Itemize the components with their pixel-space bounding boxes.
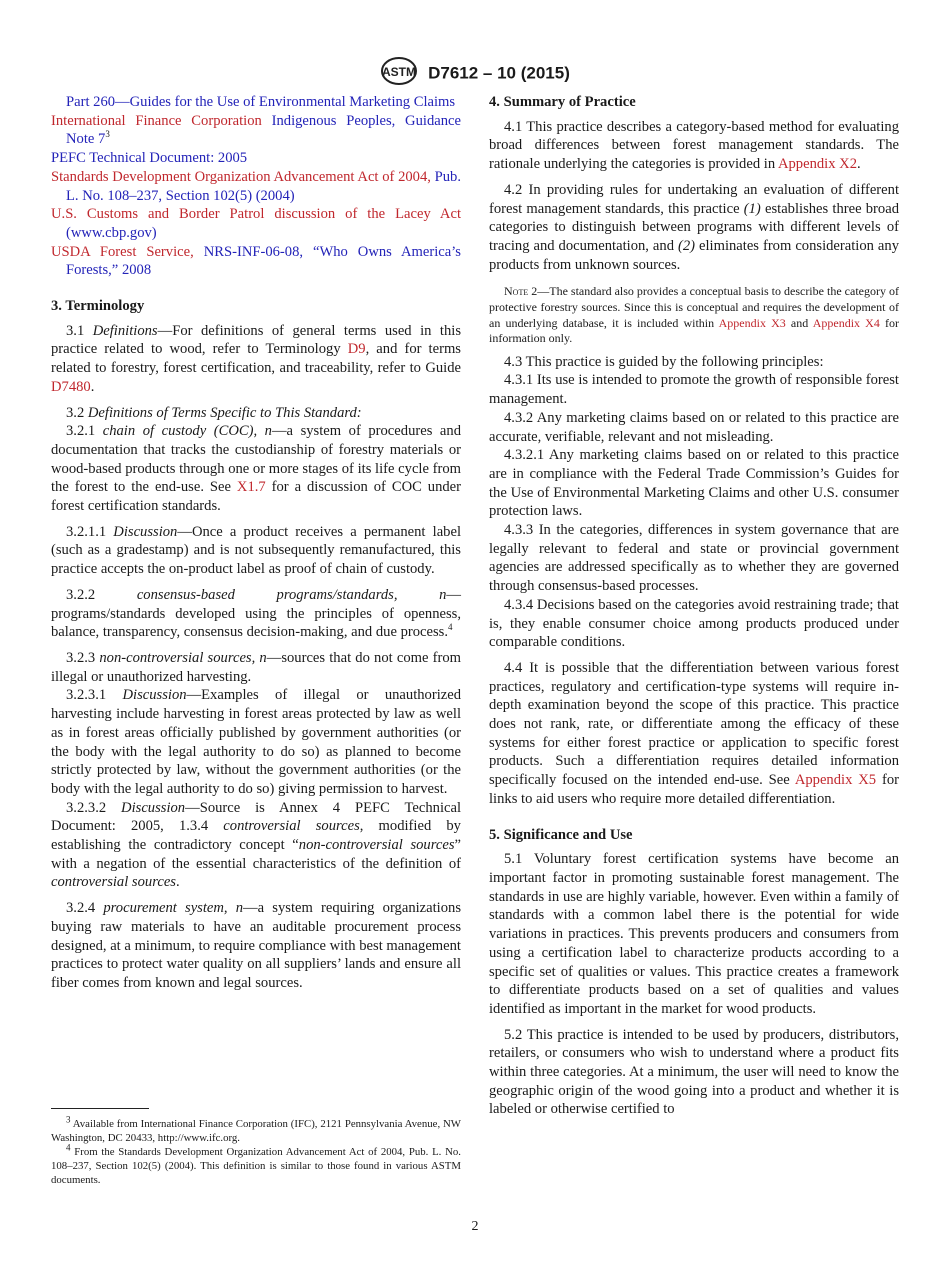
text-segment: 3.2.3 — [66, 649, 100, 666]
footnote — [51, 1142, 461, 1187]
text-segment: 3.2 — [66, 404, 88, 421]
text-segment: 4.3.3 In the categories, differences in system governance that are legally relevant to federal and state or provincial government agencies are addressed specifically as to whether they are governed through consensus-based processes. — [489, 522, 899, 595]
text-segment: consensus-based programs/standards, n — [136, 586, 447, 603]
footnote-marker: 4 — [66, 1142, 71, 1153]
text-segment: From the Standards Development Organization Advancement Act of 2004, Pub. L. No. 108–237, Section 102(5) (2004). This definition is similar to those found in various ASTM documents. — [51, 1146, 461, 1186]
reference-link[interactable]: U.S. Customs and Border Patrol discussion of the Lacey Act — [51, 206, 461, 223]
text-segment: 4.1 This practice describes a category-based method for evaluating broad differences between forest management standards. The rationale underlying the categories is provided in — [489, 118, 899, 173]
paragraph — [489, 181, 899, 275]
text-segment: 3.1 — [66, 322, 93, 339]
paragraph — [489, 850, 899, 1018]
page-number: 2 — [471, 1219, 479, 1234]
text-segment: 4.3 This practice is guided by the following principles: — [504, 353, 824, 370]
section-heading — [489, 93, 899, 112]
text-segment: controversial sources — [51, 874, 176, 891]
reference-link[interactable]: Appendix X2 — [777, 156, 857, 173]
paragraph — [489, 353, 899, 372]
text-segment: 3.2.4 — [66, 900, 104, 917]
text-segment: 4.3.4 Decisions based on the categories avoid restraining trade; that is, they enable consumer choice among products produced under comparable conditions. — [489, 596, 899, 651]
text-segment: 3.2.1 — [66, 423, 103, 440]
reference-link[interactable]: International Finance Corporation — [51, 112, 272, 129]
paragraph — [489, 371, 899, 408]
paragraph — [489, 521, 899, 596]
reference-link[interactable]: NRS-INF-06-08, “Who Owns America’s Forests,” 2008 — [66, 243, 461, 279]
astm-logo-icon — [380, 56, 418, 91]
reference-link[interactable]: Standards Development Organization Advancement Act of 2004, — [51, 168, 435, 185]
paragraph — [51, 686, 461, 798]
text-segment: . — [175, 874, 180, 891]
reference-link[interactable]: Part 260—Guides for the Use of Environmental Marketing Claims — [66, 94, 456, 110]
text-segment: (1) — [743, 200, 761, 217]
text-segment: 3. Terminology — [51, 298, 145, 315]
text-segment: Discussion — [121, 799, 186, 816]
text-segment: 4. Summary of Practice — [489, 94, 636, 110]
text-segment: for a discussion of COC under forest certification standards. — [51, 479, 461, 515]
text-segment: controversial sources — [223, 818, 360, 835]
reference-link[interactable]: Indigenous Peoples, Guidance Note 7 — [66, 112, 461, 148]
text-segment: 5. Significance and Use — [489, 826, 633, 843]
paragraph — [51, 322, 461, 397]
reference-link[interactable]: Appendix X5 — [794, 772, 877, 789]
paragraph — [51, 523, 461, 579]
reference-item — [51, 243, 461, 280]
text-segment: —Examples of illegal or unauthorized harvesting include harvesting in forest areas protected by law as well as in forest areas officially published by government authorities (or the body with the legal authority to do so) as planned to become strictly protected by law, without the government authorities (or the body with the legal authority to do so) giving permission to harvest. — [51, 687, 462, 797]
text-segment: 5.1 Voluntary forest certification systems have become an important factor in promoting sustainable forest management. The standards in use are highly variable, however. Even within a family of standards with a common label there is the potential for wide variations in practices. This prevents producers and consumers from using a certification label to characterize products according to a specific set of qualities or values. This practice creates a framework to differentiate products based on a set of qualities and values identified as important in the market for wood products. — [489, 851, 899, 1017]
text-segment: —a system of procedures and documentation that tracks the custodianship of forestry materials or wood-based products through one or more stages of its life cycle from the forest to the end-use. See — [51, 423, 461, 496]
text-segment: —sources that do not come from illegal or unauthorized harvesting. — [51, 649, 461, 685]
text-segment: 3.2.2 — [66, 586, 137, 603]
reference-link[interactable]: D7480 — [51, 378, 91, 395]
text-segment: 3.2.3.2 — [66, 799, 122, 816]
reference-item — [51, 205, 461, 242]
text-segment: ” with a negation of the essential characteristics of the definition of — [51, 837, 461, 872]
paragraph — [51, 649, 461, 686]
text-segment: Discussion — [113, 523, 178, 540]
text-segment: Definitions of Terms Specific to This Standard: — [87, 404, 362, 421]
paragraph — [51, 586, 461, 642]
paragraph — [489, 118, 899, 174]
section-heading — [51, 297, 461, 316]
text-segment: non-controversial sources — [298, 837, 455, 854]
text-segment: Note — [504, 284, 529, 299]
text-segment: —For definitions of general terms used in this practice related to wood, refer to Terminology — [51, 322, 461, 358]
reference-item — [51, 93, 461, 112]
text-segment: . — [90, 378, 95, 395]
reference-link[interactable]: PEFC Technical Document: 2005 — [51, 150, 248, 167]
footnote-marker: 4 — [448, 622, 453, 633]
text-segment: —programs/standards developed using the principles of openness, balance, transparency, consensus decision-making, and due process. — [51, 586, 461, 641]
note-paragraph — [489, 284, 899, 346]
text-segment: Available from International Finance Corporation (IFC), 2121 Pennsylvania Avenue, NW Washington, DC 20433, http://www.ifc.org. — [51, 1118, 461, 1144]
text-segment: 5.2 This practice is intended to be used by producers, distributors, retailers, or consumers who wish to understand where a product fits within three categories. At a minimum, the user will need to know the geographic origin of the wood going into a product and whether it is labeled or otherwise certified to — [489, 1026, 899, 1118]
reference-link[interactable]: X1.7 — [236, 479, 266, 496]
paragraph — [489, 1026, 899, 1120]
paragraph — [51, 404, 461, 423]
text-segment: 4.2 In providing rules for undertaking an evaluation of different forest management standards, this practice — [489, 181, 899, 217]
text-segment: 4.3.2 Any marketing claims based on or related to this practice are accurate, verifiable, relevant and not misleading. — [489, 409, 899, 445]
svg-text:ASTM: ASTM — [382, 65, 417, 79]
right-column — [489, 93, 899, 1119]
reference-item — [51, 149, 461, 168]
reference-item — [51, 168, 461, 205]
text-segment: Definitions — [92, 322, 158, 339]
text-segment: 3.2.3.1 — [66, 687, 123, 704]
text-segment: —Once a product receives a permanent label (such as a gradestamp) and is not subsequently remanufactured, this practice accepts the on-product label as proof of chain of custody. — [51, 523, 461, 578]
reference-link[interactable]: USDA Forest Service, — [51, 243, 204, 260]
footnote-divider — [51, 1108, 149, 1109]
text-segment: Discussion — [122, 687, 187, 704]
footnote — [51, 1114, 461, 1145]
footnote-marker: 3 — [105, 129, 110, 140]
reference-link[interactable]: Appendix X4 — [812, 315, 880, 330]
text-segment: chain of custody (COC), n — [102, 423, 272, 440]
reference-link[interactable]: Appendix X3 — [718, 315, 786, 330]
text-segment: for information only. — [489, 315, 899, 346]
text-segment: 4.4 It is possible that the differentiation between various forest practices, regulatory and certification-type systems will require in-depth examination beyond the scope of this practice. This practice does not rank, rate, or differentiate among the efficacy of these systems for either forest practice or application to specific forest products. Such a differentiation requires detailed information specifically focused on the intended end-use. See — [489, 659, 899, 789]
reference-link[interactable]: Pub. L. No. 108–237, Section 102(5) (2004) — [66, 168, 461, 204]
paragraph — [51, 899, 461, 993]
reference-item — [51, 112, 461, 149]
text-segment: establishes three broad categories to distinguish between programs with different levels of tracing and documentation, and — [489, 200, 899, 254]
left-column — [51, 93, 461, 993]
text-segment: 2—The standard also provides a conceptual basis to describe the category of protective forestry sources. Since this is conceptual and requires the development of an underlying database, it is included within — [489, 284, 899, 330]
text-segment: . — [857, 156, 861, 173]
text-segment: eliminates from consideration any products from unknown sources. — [489, 237, 899, 273]
paragraph — [51, 799, 461, 893]
text-segment: for links to aid users who require more detailed differentiation. — [489, 772, 899, 807]
paragraph — [489, 446, 899, 521]
text-segment: procurement system, n — [103, 900, 244, 917]
paragraph — [51, 422, 461, 516]
page-header — [0, 56, 950, 91]
text-segment: , and for terms related to forestry, forest certification, and traceability, refer to Guide — [51, 341, 461, 377]
text-segment: 4.3.1 Its use is intended to promote the growth of responsible forest management. — [489, 372, 899, 408]
text-segment: and — [785, 315, 813, 330]
paragraph — [489, 596, 899, 652]
section-heading — [489, 826, 899, 845]
reference-link[interactable]: (www.cbp.gov) — [66, 224, 157, 241]
text-segment: 4.3.2.1 Any marketing claims based on or related to this practice are in compliance with the Federal Trade Commission’s Guides for the Use of Environmental Marketing Claims and other U.S. consumer protection laws. — [489, 447, 899, 520]
text-segment: —Source is Annex 4 PEFC Technical Document: 2005, 1.3.4 — [51, 799, 462, 835]
text-segment: , modified by establishing the contradictory concept “ — [51, 818, 461, 854]
reference-link[interactable]: D9 — [347, 341, 366, 358]
text-segment: —a system requiring organizations buying raw materials to have an auditable procurement process designed, at a minimum, to require compliance with best management practices to protect water quality on all suppliers’ lands and ensure all fiber comes from known and legal sources. — [51, 900, 462, 991]
footnotes — [51, 1114, 461, 1187]
paragraph — [489, 409, 899, 446]
footnote-marker: 3 — [66, 1114, 71, 1125]
text-segment: non-controversial sources, n — [99, 649, 267, 666]
text-segment: (2) — [677, 237, 696, 254]
standard-designation: D7612 – 10 (2015) — [428, 63, 570, 83]
text-segment: 3.2.1.1 — [66, 523, 114, 540]
paragraph — [489, 659, 899, 809]
